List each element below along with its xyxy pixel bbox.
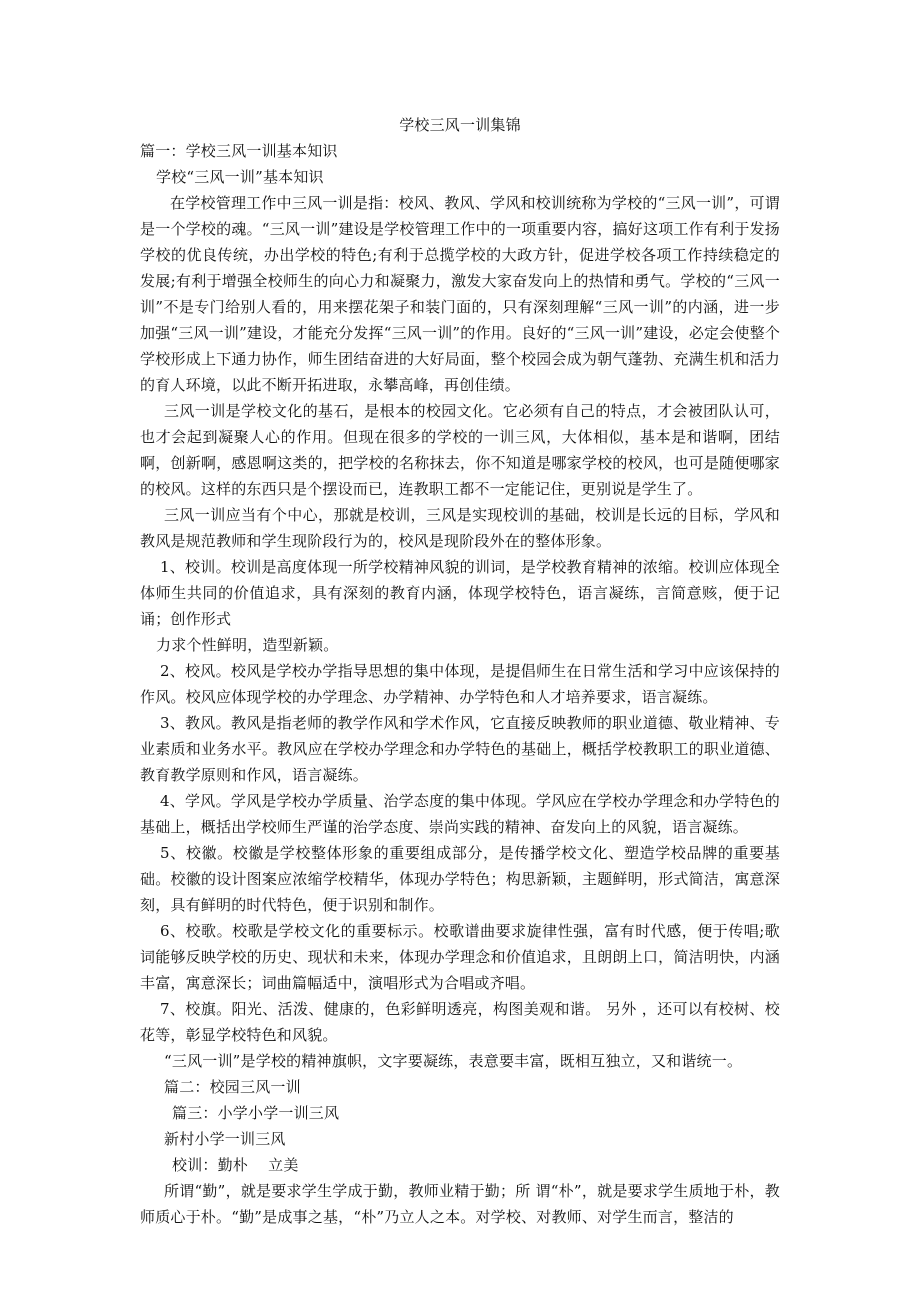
list-item-motto: 1、校训。校训是高度体现一所学校精神风貌的训词，是学校教育精神的浓缩。校训应体现全体师生共同的价值追求，具有深刻的教育内涵，体现学校特色，语言凝练，言简意赅，便于记诵；创作形式 — [140, 558, 780, 628]
paragraph-center: 三风一训应当有个中心，那就是校训，三风是实现校训的基础，校训是长远的目标，学风和教风是规范教师和学生现阶段行为的，校风是现阶段外在的整体形象。 — [140, 506, 780, 550]
section-heading-2: 篇二：校园三风一训 — [164, 1078, 301, 1096]
list-item-school-flag: 7、校旗。阳光、活泼、健康的，色彩鲜明透亮，构图美观和谐。 另外 ，还可以有校树、校花等，彰显学校特色和风貌。 — [140, 1000, 780, 1044]
subsection-heading: 学校“三风一训”基本知识 — [156, 168, 324, 186]
paragraph-motto-explanation: 所谓“勤”，就是要求学生学成于勤，教师业精于勤；所 谓“朴”，就是要求学生质地于朴，教师质心于朴。“勤”是成事之基，“朴”乃立人之本。对学校、对教师、对学生而言，整洁的 — [140, 1182, 780, 1226]
school-motto-line: 校训：勤朴 立美 — [172, 1156, 299, 1174]
paragraph-foundation: 三风一训是学校文化的基石，是根本的校园文化。它必须有自己的特点，才会被团队认可，也才会起到凝聚人心的作用。但现在很多的学校的一训三风，大体相似，基本是和谐啊，团结啊，创新啊，感恩啊这类的，把学校的名称抹去，你不知道是哪家学校的校风，也可是随便哪家的校风。这样的东西只是个摆设而已，连教职工都不一定能记住，更别说是学生了。 — [140, 402, 780, 498]
paragraph-intro: 在学校管理工作中三风一训是指：校风、教风、学风和校训统称为学校的“三风一训”，可谓是一个学校的魂。“三风一训”建设是学校管理工作中的一项重要内容，搞好这项工作有利于发扬学校的优良传统，办出学校的特色;有利于总揽学校的大政方针，促进学校各项工作持续稳定的发展;有利于增强全校师生的向心力和凝聚力，激发大家奋发向上的热情和勇气。学校的“三风一训”不是专门给别人看的，用来摆花架子和装门面的，只有深刻理解“三风一训”的内涵，进一步加强“三风一训”建设，才能充分发挥“三风一训”的作用。良好的“三风一训”建设，必定会使整个学校形成上下通力协作，师生团结奋进的大好局面，整个校园会成为朝气蓬勃、充满生机和活力的育人环境，以此不断开拓进取，永攀高峰，再创佳绩。 — [140, 194, 781, 394]
paragraph-summary: “三风一训”是学校的精神旗帜，文字要凝练，表意要丰富，既相互独立，又和谐统一。 — [164, 1052, 743, 1070]
document-title: 学校三风一训集锦 — [399, 116, 521, 134]
list-item-motto-continued: 力求个性鲜明，造型新颖。 — [156, 636, 339, 654]
section-heading-1: 篇一：学校三风一训基本知识 — [140, 142, 338, 160]
list-item-school-song: 6、校歌。校歌是学校文化的重要标示。校歌谱曲要求旋律性强，富有时代感，便于传唱;歌词能够反映学校的历史、现状和未来，体现办学理念和价值追求，且朗朗上口，简洁明快，内涵丰富，寓意深长；词曲篇幅适中，演唱形式为合唱或齐唱。 — [140, 922, 780, 992]
document-body — [140, 112, 780, 1230]
list-item-school-spirit: 2、校风。校风是学校办学指导思想的集中体现，是提倡师生在日常生活和学习中应该保持的作风。校风应体现学校的办学理念、办学精神、办学特色和人才培养要求，语言凝练。 — [140, 662, 780, 706]
list-item-study-style: 4、学风。学风是学校办学质量、治学态度的集中体现。学风应在学校办学理念和办学特色的基础上，概括出学校师生严谨的治学态度、崇尚实践的精神、奋发向上的风貌，语言凝练。 — [140, 792, 780, 836]
list-item-teaching-style: 3、教风。教风是指老师的教学作风和学术作风，它直接反映教师的职业道德、敬业精神、专业素质和业务水平。教风应在学校办学理念和办学特色的基础上，概括学校教职工的职业道德、教育教学原则和作风，语言凝练。 — [140, 714, 780, 784]
list-item-school-badge: 5、校徽。校徽是学校整体形象的重要组成部分，是传播学校文化、塑造学校品牌的重要基础。校徽的设计图案应浓缩学校精华，体现办学特色；构思新颖，主题鲜明，形式简洁，寓意深刻，具有鲜明的时代特色，便于识别和制作。 — [140, 844, 780, 914]
section-heading-3: 篇三：小学小学一训三风 — [172, 1104, 340, 1122]
school-name-heading: 新村小学一训三风 — [164, 1130, 286, 1148]
